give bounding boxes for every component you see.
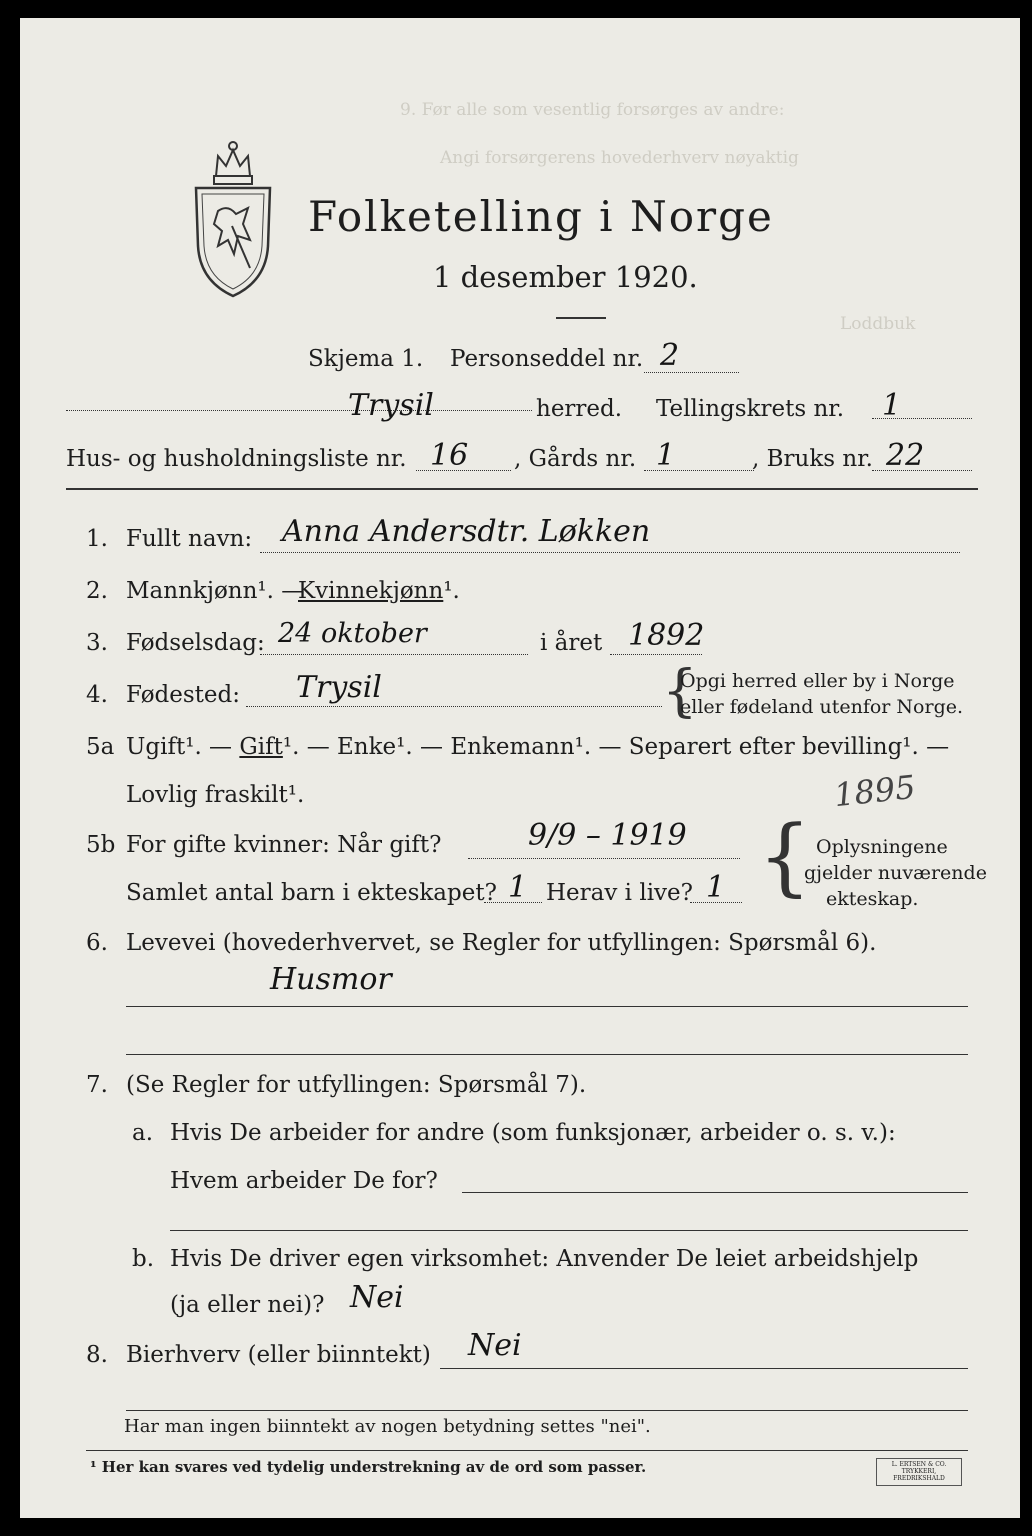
side-income-line bbox=[440, 1368, 968, 1369]
q7-number: 7. bbox=[86, 1072, 108, 1098]
herred-label: herred. bbox=[536, 396, 623, 422]
children-line bbox=[484, 902, 542, 903]
gards-value[interactable]: 1 bbox=[656, 438, 676, 473]
q8-label: Bierhverv (eller biinntekt) bbox=[126, 1342, 431, 1368]
bruks-line bbox=[872, 470, 972, 471]
alive-line bbox=[690, 902, 742, 903]
q5b-number: 5b bbox=[86, 832, 116, 858]
form-title: Folketelling i Norge bbox=[308, 192, 774, 241]
q1-number: 1. bbox=[86, 526, 108, 552]
q5a-rest-options: ¹. — Enke¹. — Enkemann¹. — Separert efter bevilling¹. — bbox=[282, 734, 950, 760]
title-divider bbox=[556, 317, 606, 319]
footer-divider bbox=[86, 1450, 968, 1451]
q8-number: 8. bbox=[86, 1342, 108, 1368]
children-label: Samlet antal barn i ekteskapet? bbox=[126, 880, 497, 906]
q5b-note1: Oplysningene bbox=[816, 836, 948, 858]
kvinnekjonn-underlined[interactable]: Kvinnekjønn bbox=[298, 578, 444, 604]
marriage-date-value[interactable]: 9/9 – 1919 bbox=[528, 818, 687, 853]
birth-year-line bbox=[610, 654, 702, 655]
husliste-line bbox=[416, 470, 511, 471]
printer-stamp: L. ERTSEN & CO. TRYKKERI, FREDRIKSHALD bbox=[876, 1458, 962, 1486]
q5b-note2: gjelder nuværende bbox=[804, 862, 987, 884]
occupation-value[interactable]: Husmor bbox=[270, 962, 392, 997]
bruks-value[interactable]: 22 bbox=[886, 438, 925, 473]
year-label: i året bbox=[540, 630, 603, 656]
herred-line-left bbox=[66, 410, 532, 411]
employer-line-1 bbox=[462, 1192, 968, 1193]
kvinne-sup: ¹. bbox=[443, 578, 460, 604]
q5a-line2: Lovlig fraskilt¹. bbox=[126, 782, 305, 808]
bruks-label: , Bruks nr. bbox=[752, 446, 873, 472]
q4-number: 4. bbox=[86, 682, 108, 708]
q7a-text: Hvis De arbeider for andre (som funksjonær, arbeider o. s. v.): bbox=[170, 1120, 896, 1146]
birthday-line bbox=[260, 654, 528, 655]
husliste-value[interactable]: 16 bbox=[430, 438, 469, 473]
gards-label: , Gårds nr. bbox=[514, 446, 637, 472]
q4-label: Fødested: bbox=[126, 682, 241, 708]
occupation-line-1 bbox=[126, 1006, 968, 1007]
birthday-value[interactable]: 24 oktober bbox=[278, 618, 427, 649]
margin-note-1895: 1895 bbox=[832, 767, 918, 815]
hired-help-value[interactable]: Nei bbox=[350, 1280, 404, 1315]
birthplace-value[interactable]: Trysil bbox=[296, 670, 382, 705]
husliste-label: Hus- og husholdningsliste nr. bbox=[66, 446, 407, 472]
footnote: ¹ Her kan svares ved tydelig understrekning av de ord som passer. bbox=[90, 1458, 647, 1476]
side-income-value[interactable]: Nei bbox=[468, 1328, 522, 1363]
q7b-letter: b. bbox=[132, 1246, 155, 1272]
skjema-label: Skjema 1. bbox=[308, 346, 424, 372]
occupation-line-2 bbox=[126, 1054, 968, 1055]
header-divider bbox=[66, 488, 978, 490]
q1-label: Fullt navn: bbox=[126, 526, 253, 552]
q7b-text: Hvis De driver egen virksomhet: Anvender De leiet arbeidshjelp bbox=[170, 1246, 919, 1272]
q2-number: 2. bbox=[86, 578, 108, 604]
q5b-brace: { bbox=[758, 807, 812, 905]
q6-label: Levevei (hovederhvervet, se Regler for utfyllingen: Spørsmål 6). bbox=[126, 930, 877, 956]
q4-note2: eller fødeland utenfor Norge. bbox=[680, 696, 964, 718]
q5b-note3: ekteskap. bbox=[826, 888, 919, 910]
q5a-number: 5a bbox=[86, 734, 115, 760]
herred-value[interactable]: Trysil bbox=[348, 388, 434, 423]
q3-number: 3. bbox=[86, 630, 108, 656]
q7b-question: (ja eller nei)? bbox=[170, 1292, 325, 1318]
personseddel-label: Personseddel nr. bbox=[450, 346, 644, 372]
q7a-letter: a. bbox=[132, 1120, 154, 1146]
census-date: 1 desember 1920. bbox=[433, 260, 698, 294]
full-name-value[interactable]: Anna Andersdtr. Løkken bbox=[282, 514, 651, 549]
q6-number: 6. bbox=[86, 930, 108, 956]
q4-brace: { bbox=[662, 659, 698, 724]
q5b-label: For gifte kvinner: Når gift? bbox=[126, 832, 442, 858]
q2-mann: Mannkjønn¹. — bbox=[126, 578, 305, 604]
alive-value[interactable]: 1 bbox=[706, 870, 726, 905]
gift-option-underlined[interactable]: Gift bbox=[239, 734, 283, 760]
q5a-options bbox=[126, 734, 949, 760]
footer-note: Har man ingen biinntekt av nogen betydning settes "nei". bbox=[124, 1416, 651, 1437]
q8-extra-line bbox=[126, 1410, 968, 1411]
q4-note1: Opgi herred eller by i Norge bbox=[680, 670, 955, 692]
norway-coat-of-arms-emblem bbox=[188, 136, 278, 306]
ugift-option[interactable]: Ugift¹. — bbox=[126, 734, 233, 760]
gards-line bbox=[644, 470, 754, 471]
q7-label: (Se Regler for utfyllingen: Spørsmål 7). bbox=[126, 1072, 587, 1098]
birth-year-value[interactable]: 1892 bbox=[628, 618, 705, 653]
marriage-date-line bbox=[468, 858, 740, 859]
personseddel-value[interactable]: 2 bbox=[660, 338, 680, 373]
tellingskrets-value[interactable]: 1 bbox=[882, 388, 902, 423]
q3-label: Fødselsdag: bbox=[126, 630, 265, 656]
q7a-question: Hvem arbeider De for? bbox=[170, 1168, 438, 1194]
employer-line-2 bbox=[170, 1230, 968, 1231]
birthplace-line bbox=[246, 706, 662, 707]
q2-kvinne bbox=[298, 578, 460, 604]
full-name-line bbox=[260, 552, 960, 553]
personseddel-line bbox=[644, 372, 739, 373]
children-value[interactable]: 1 bbox=[508, 870, 528, 905]
census-form-sheet: 9. Før alle som vesentlig forsørges av andre: Angi forsørgerens hovederhverv nøyaktig Loddbuk Folketelling i Norge 1 desember 1920. Skjema 1. Personseddel nr. 2 Trysil herred. Tellingskrets nr. 1 Hus- og husholdningsliste nr. 16 , Gårds nr. 1 , Bruks nr. 22 1. Fullt navn: Anna Andersdtr. Løkken 2. Mannkjønn¹. — Kvinnekjønn¹. 3. Fødselsdag: 24 oktober i året 1892 4. Fødested: Trysil { Opgi herred eller by i Norge eller fødeland utenfor Norge. 5a Ugift¹. — Gift¹. — Enke¹. — Enkemann¹. — Separert efter bevilling¹. — Lovlig fraskilt¹. 1895 5b For gifte kvinner: Når gift? 9/9 – 1919 Samlet antal barn i ekteskapet? 1 Herav i live? 1 { Oplysningene gjelder nuværende ekteskap. 6. Levevei (hovederhvervet, se Regler for utfyllingen: Spørsmål 6). Husmor 7. (Se Regler for utfyllingen: Spørsmål 7). a. Hvis De arbeider for andre (som funksjonær, arbeider o. s. v.): Hvem arbeider De for? b. Hvis De driver egen virksomhet: Anvender De leiet arbeidshjelp (ja eller nei)? Nei 8. Bierhverv (eller biinntekt) Nei Har man ingen biinntekt av nogen betydning settes "nei". ¹ Her kan svares ved tydelig understrekning av de ord som passer. L. ERTSEN & CO. TRYKKERI, FREDRIKSHALD bbox=[20, 18, 1020, 1518]
tellingskrets-label: Tellingskrets nr. bbox=[656, 396, 845, 422]
alive-label: Herav i live? bbox=[546, 880, 693, 906]
tellingskrets-line bbox=[872, 418, 972, 419]
